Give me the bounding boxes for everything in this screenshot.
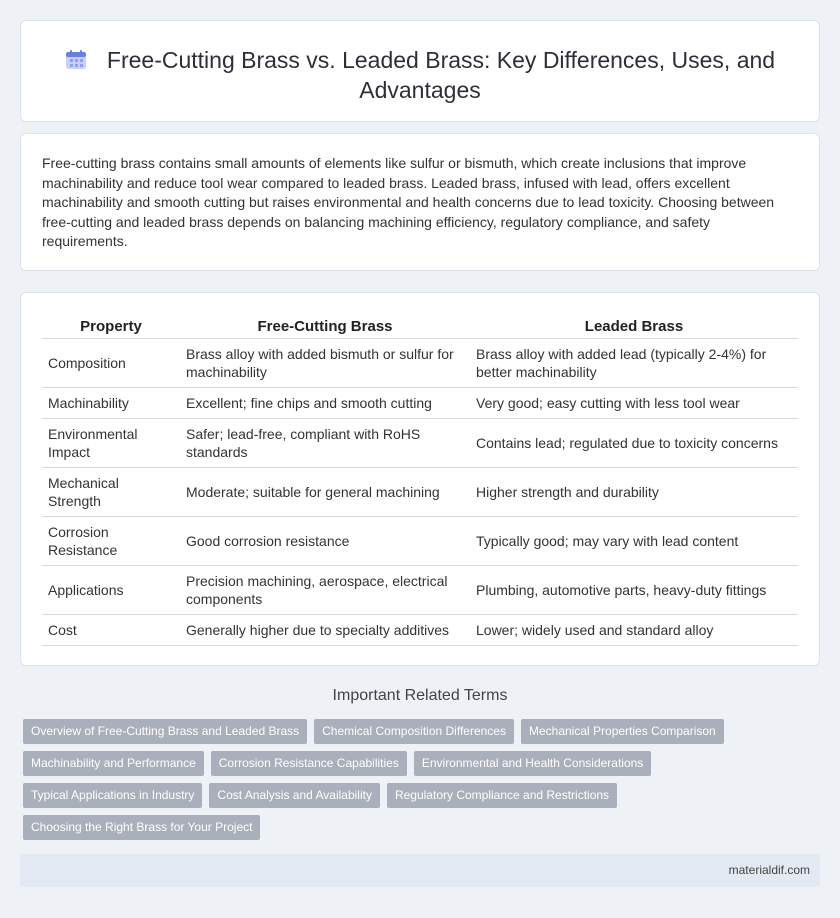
related-term-tag[interactable]: Machinability and Performance bbox=[23, 751, 204, 776]
table-row bbox=[42, 387, 798, 418]
related-term-tag[interactable]: Cost Analysis and Availability bbox=[209, 783, 380, 808]
comparison-table-card bbox=[20, 292, 820, 666]
related-terms-heading: Important Related Terms bbox=[332, 687, 508, 704]
table-row bbox=[42, 467, 798, 516]
table-row bbox=[42, 338, 798, 387]
table-cell: Generally higher due to specialty additives bbox=[180, 614, 470, 645]
related-term-tag[interactable]: Corrosion Resistance Capabilities bbox=[211, 751, 407, 776]
table-row bbox=[42, 614, 798, 645]
footer-bar bbox=[20, 854, 820, 887]
table-cell: Cost bbox=[42, 614, 180, 645]
related-term-tag[interactable]: Environmental and Health Considerations bbox=[414, 751, 651, 776]
table-cell: Brass alloy with added lead (typically 2-4%) for better machinability bbox=[470, 338, 798, 387]
related-term-tag[interactable]: Typical Applications in Industry bbox=[23, 783, 202, 808]
table-cell: Safer; lead-free, compliant with RoHS standards bbox=[180, 418, 470, 467]
table-cell: Corrosion Resistance bbox=[42, 516, 180, 565]
related-term-tag[interactable]: Mechanical Properties Comparison bbox=[521, 719, 724, 744]
table-cell: Higher strength and durability bbox=[470, 467, 798, 516]
related-term-tag[interactable]: Regulatory Compliance and Restrictions bbox=[387, 783, 617, 808]
table-row bbox=[42, 418, 798, 467]
calendar-icon bbox=[65, 50, 87, 70]
related-terms-list bbox=[23, 719, 813, 847]
table-cell: Brass alloy with added bismuth or sulfur for machinability bbox=[180, 338, 470, 387]
table-cell: Plumbing, automotive parts, heavy-duty fittings bbox=[470, 565, 798, 614]
column-header-property: Property bbox=[42, 316, 180, 338]
related-term-tag[interactable]: Overview of Free-Cutting Brass and Leaded Brass bbox=[23, 719, 307, 744]
table-cell: Typically good; may vary with lead content bbox=[470, 516, 798, 565]
footer-site-link[interactable]: materialdif.com bbox=[728, 863, 810, 877]
page-title: Free-Cutting Brass vs. Leaded Brass: Key Differences, Uses, and Advantages bbox=[106, 47, 776, 103]
table-cell: Contains lead; regulated due to toxicity concerns bbox=[470, 418, 798, 467]
column-header-leaded: Leaded Brass bbox=[470, 316, 798, 338]
table-row bbox=[42, 516, 798, 565]
table-cell: Precision machining, aerospace, electrical components bbox=[180, 565, 470, 614]
related-term-tag[interactable]: Choosing the Right Brass for Your Project bbox=[23, 815, 260, 840]
page-title-wrap bbox=[61, 45, 779, 105]
table-cell: Environmental Impact bbox=[42, 418, 180, 467]
related-term-tag[interactable]: Chemical Composition Differences bbox=[314, 719, 514, 744]
table-cell: Very good; easy cutting with less tool wear bbox=[470, 387, 798, 418]
intro-card bbox=[20, 133, 820, 271]
table-cell: Composition bbox=[42, 338, 180, 387]
table-cell: Machinability bbox=[42, 387, 180, 418]
table-header-row bbox=[42, 316, 798, 338]
table-cell: Excellent; fine chips and smooth cutting bbox=[180, 387, 470, 418]
table-cell: Good corrosion resistance bbox=[180, 516, 470, 565]
table-cell: Applications bbox=[42, 565, 180, 614]
column-header-free-cutting: Free-Cutting Brass bbox=[180, 316, 470, 338]
table-cell: Mechanical Strength bbox=[42, 467, 180, 516]
table-row bbox=[42, 565, 798, 614]
table-cell: Lower; widely used and standard alloy bbox=[470, 614, 798, 645]
title-card bbox=[20, 20, 820, 122]
comparison-table bbox=[42, 316, 798, 646]
intro-paragraph: Free-cutting brass contains small amounts of elements like sulfur or bismuth, which create inclusions that improve machinability and reduce tool wear compared to leaded brass. Leaded brass, infused with lead, offers excellent machinability and smooth cutting but raises environmental and health concerns due to lead toxicity. Choosing between free-cutting and leaded brass depends on balancing machining efficiency, regulatory compliance, and safety requirements. bbox=[42, 155, 775, 250]
table-cell: Moderate; suitable for general machining bbox=[180, 467, 470, 516]
